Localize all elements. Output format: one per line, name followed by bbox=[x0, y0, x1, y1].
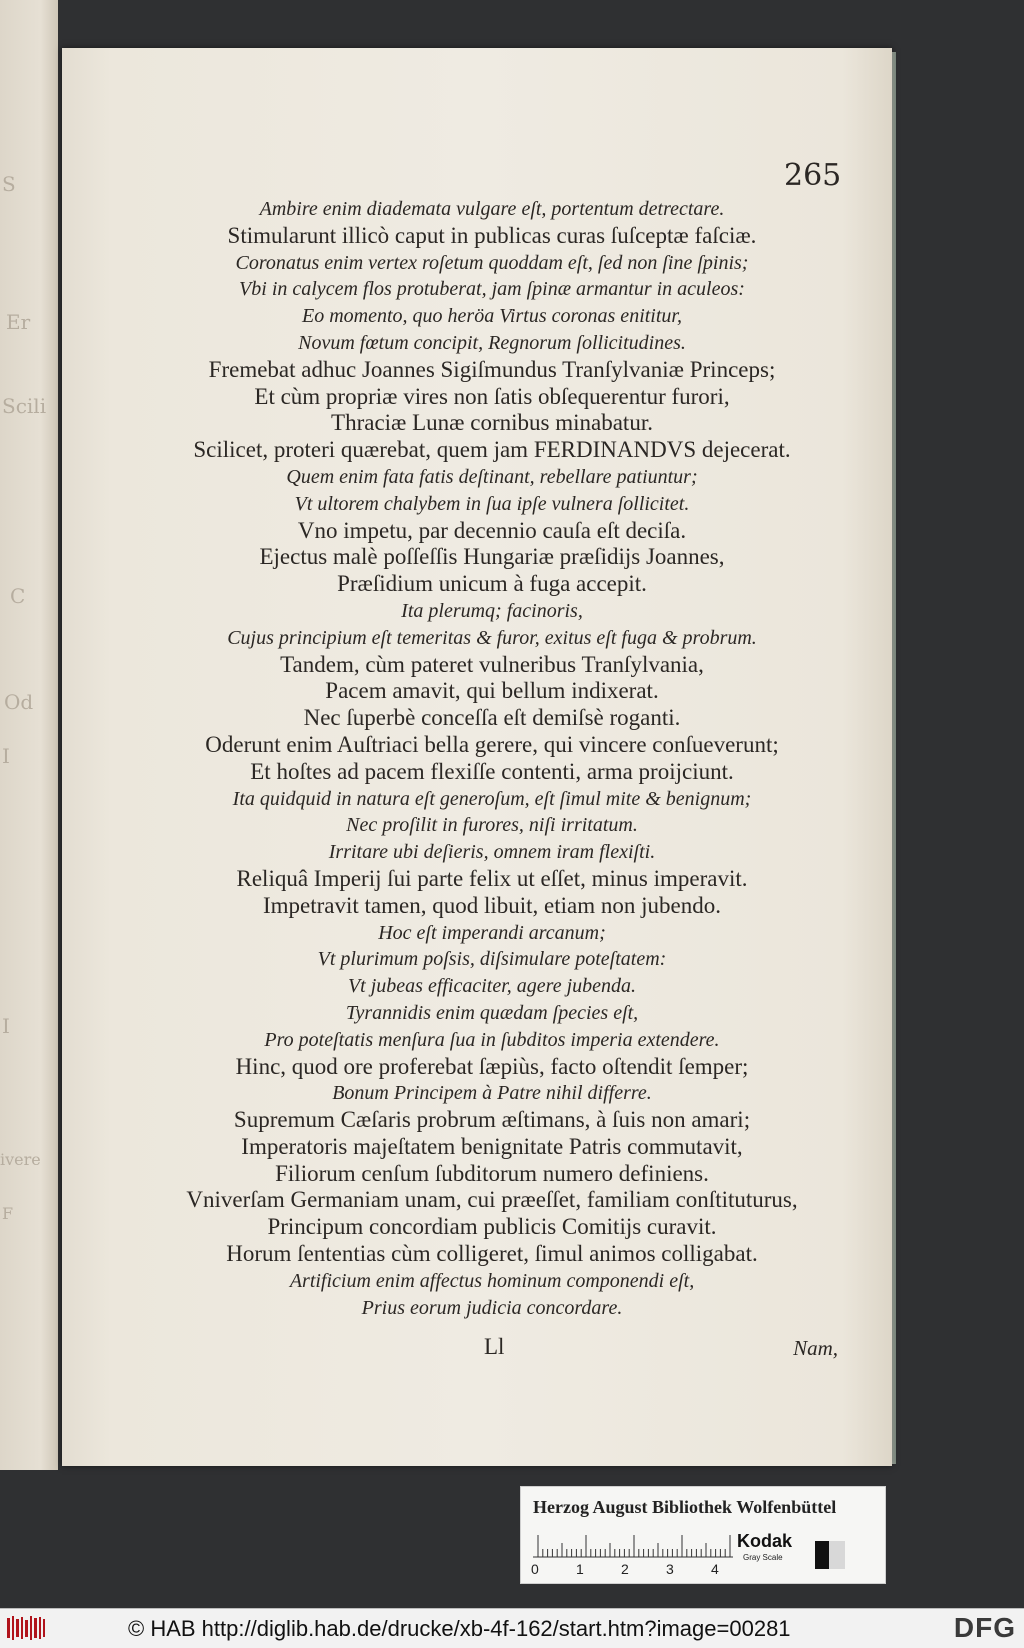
text-line: Vniverſam Germaniam unam, cui præeſſet, familiam conſtituturus, bbox=[186, 1187, 798, 1213]
left-page-fragment: I bbox=[2, 1014, 10, 1038]
footer-bar bbox=[0, 1608, 1024, 1648]
text-line: Fremebat adhuc Joannes Sigiſmundus Tranſylvaniæ Princeps; bbox=[208, 356, 776, 382]
text-line: Ita quidquid in natura eſt generoſum, eſt ſimul mite & benignum; bbox=[232, 787, 752, 810]
text-line: Quem enim fata fatis deſtinant, rebellare patiuntur; bbox=[286, 465, 698, 488]
left-page-fragment: C bbox=[10, 584, 26, 608]
gray-swatch bbox=[829, 1541, 845, 1569]
text-line: Pacem amavit, qui bellum indixerat. bbox=[325, 678, 659, 704]
text-line: Artificium enim affectus hominum componendi eſt, bbox=[289, 1269, 695, 1292]
ruler-label: 3 bbox=[666, 1561, 674, 1577]
ruler-scale bbox=[533, 1531, 741, 1559]
text-line: Et cùm propriæ vires non ſatis obſequerentur furori, bbox=[254, 383, 730, 409]
ruler-label: 4 bbox=[711, 1561, 719, 1577]
page-text bbox=[124, 196, 860, 1321]
text-line: Nec ſuperbè conceſſa eſt demiſsè roganti. bbox=[303, 705, 681, 731]
left-page bbox=[0, 0, 58, 1470]
text-line: Vno impetu, par decennio cauſa eſt deciſa. bbox=[297, 517, 687, 543]
text-line: Horum ſententias cùm colligeret, ſimul animos colligabat. bbox=[226, 1241, 758, 1267]
text-line: Vbi in calycem flos protuberat, jam ſpinæ armantur in aculeos: bbox=[239, 278, 745, 301]
text-line: Bonum Principem à Patre nihil differre. bbox=[332, 1082, 652, 1105]
text-line: Reliquâ Imperij ſui parte felix ut eſſet, minus imperavit. bbox=[236, 865, 748, 891]
text-line: Vt plurimum poſsis, diſsimulare poteſtatem: bbox=[317, 948, 667, 971]
text-line: Ejectus malè poſſeſſis Hungariæ præſidijs Joannes, bbox=[259, 544, 725, 570]
text-line: Tandem, cùm pateret vulneribus Tranſylvania, bbox=[280, 651, 704, 677]
left-page-fragment: I bbox=[2, 744, 10, 768]
text-line: Hoc eſt imperandi arcanum; bbox=[378, 921, 606, 944]
source-url[interactable]: © HAB http://diglib.hab.de/drucke/xb-4f-162/start.htm?image=00281 bbox=[128, 1616, 791, 1641]
text-line: Thraciæ Lunæ cornibus minabatur. bbox=[331, 410, 653, 436]
color-calibration-card bbox=[520, 1486, 886, 1584]
left-page-fragment: S bbox=[2, 172, 16, 196]
text-line: Cujus principium eſt temeritas & furor, exitus eſt fuga & probrum. bbox=[227, 626, 757, 649]
page-footer bbox=[124, 1334, 860, 1364]
text-line: Principum concordiam publicis Comitijs curavit. bbox=[267, 1214, 717, 1240]
left-page-fragment: ivere bbox=[0, 1150, 41, 1169]
text-line: Novum fœtum concipit, Regnorum ſollicitudines. bbox=[298, 331, 686, 354]
text-line: Scilicet, proteri quærebat, quem jam FERDINANDVS dejecerat. bbox=[193, 437, 791, 463]
signature-mark: Ll bbox=[484, 1334, 505, 1359]
catchword: Nam, bbox=[793, 1336, 838, 1360]
text-line: Eo momento, quo heröa Virtus coronas enititur, bbox=[302, 305, 682, 328]
text-line: Et hoſtes ad pacem flexiſſe contenti, arma proijciunt. bbox=[250, 758, 734, 784]
text-line: Hinc, quod ore proferebat ſæpiùs, facto oſtendit ſemper; bbox=[235, 1053, 749, 1079]
text-line: Pro poteſtatis menſura ſua in ſubditos imperia extendere. bbox=[264, 1028, 720, 1051]
kodak-logo: Kodak bbox=[737, 1531, 793, 1551]
text-line: Nec proſilit in furores, niſi irritatum. bbox=[346, 814, 638, 837]
text-line: Imperatoris majeſtatem benignitate Patris commutavit, bbox=[241, 1133, 743, 1159]
left-page-fragment: Scili bbox=[2, 394, 47, 418]
text-line: Irritare ubi deſieris, omnem iram flexiſti. bbox=[328, 841, 656, 864]
text-line: Tyrannidis enim quædam ſpecies eſt, bbox=[345, 1001, 639, 1024]
left-page-fragment: Er bbox=[6, 310, 31, 334]
dfg-logo: DFG bbox=[953, 1612, 1016, 1643]
text-line: Coronatus enim vertex roſetum quoddam eſt, ſed non ſine ſpinis; bbox=[235, 251, 749, 274]
card-title: Herzog August Bibliothek Wolfenbüttel bbox=[533, 1497, 837, 1517]
ruler-label: 1 bbox=[576, 1561, 584, 1577]
black-swatch bbox=[815, 1541, 829, 1569]
text-line: Prius eorum judicia concordare. bbox=[361, 1296, 623, 1319]
left-page-fragment: F bbox=[2, 1204, 14, 1223]
ruler-label: 2 bbox=[621, 1561, 629, 1577]
text-line: Impetravit tamen, quod libuit, etiam non jubendo. bbox=[263, 892, 721, 918]
book-page bbox=[62, 48, 892, 1466]
text-line: Vt jubeas efficaciter, agere jubenda. bbox=[347, 975, 637, 998]
grayscale-label: Gray Scale bbox=[743, 1553, 783, 1562]
text-line: Oderunt enim Auſtriaci bella gerere, qui vincere conſueverunt; bbox=[205, 731, 779, 757]
text-line: Supremum Cæſaris probrum æſtimans, à ſuis non amari; bbox=[233, 1107, 751, 1133]
page-number: 265 bbox=[784, 158, 842, 193]
ruler-label: 0 bbox=[531, 1561, 539, 1577]
text-line: Ambire enim diademata vulgare eſt, portentum detrectare. bbox=[259, 198, 725, 220]
text-line: Ita plerumq; facinoris, bbox=[401, 599, 583, 622]
text-line: Filiorum cenſum ſubditorum numero definiens. bbox=[275, 1160, 709, 1186]
text-line: Stimularunt illicò caput in publicas curas ſuſceptæ faſciæ. bbox=[227, 222, 757, 248]
hab-logo-icon bbox=[6, 1615, 46, 1641]
text-line: Præſidium unicum à fuga accepit. bbox=[337, 571, 647, 597]
left-page-fragment: Od bbox=[4, 690, 34, 714]
text-line: Vt ultorem chalybem in ſua ipſe vulnera ſollicitet. bbox=[294, 492, 690, 515]
